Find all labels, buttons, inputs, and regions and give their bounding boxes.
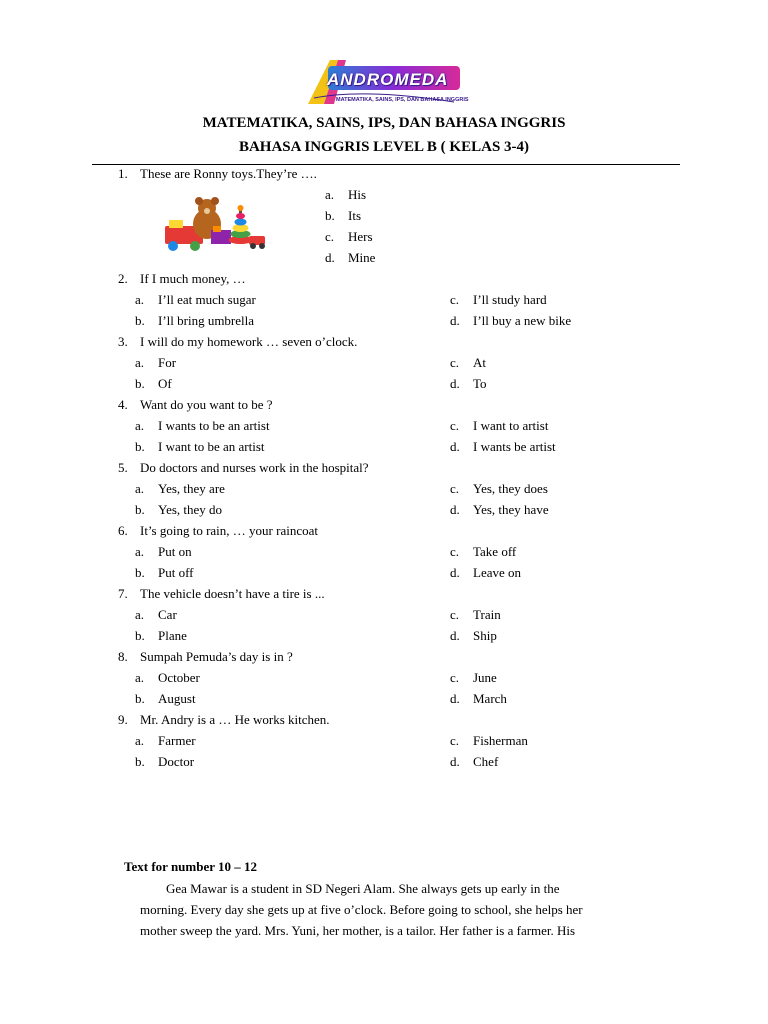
q3-option-d[interactable]: d. To: [450, 376, 487, 391]
q2-option-b[interactable]: b. I’ll bring umbrella: [135, 313, 255, 328]
q7-option-c[interactable]: c. Train: [450, 607, 501, 622]
q4-option-d[interactable]: d. I wants be artist: [450, 439, 556, 454]
q1-option-c[interactable]: c. Hers: [325, 229, 373, 244]
header-divider: [92, 164, 680, 165]
question-text: These are Ronny toys.They’re ….: [140, 166, 317, 181]
question-text: Sumpah Pemuda’s day is in ?: [140, 649, 293, 664]
q6-option-b[interactable]: b. Put off: [135, 565, 194, 580]
q8-option-a[interactable]: a. October: [135, 670, 200, 685]
q9-option-c[interactable]: c. Fisherman: [450, 733, 528, 748]
q5-option-c[interactable]: c. Yes, they does: [450, 481, 548, 496]
question-text: Do doctors and nurses work in the hospital?: [140, 460, 369, 475]
question-text: If I much money, …: [140, 271, 246, 286]
logo-subtitle: MATEMATIKA, SAINS, IPS, DAN BAHASA INGGRIS: [336, 97, 469, 103]
question-text: Mr. Andry is a … He works kitchen.: [140, 712, 330, 727]
q1-option-a[interactable]: a. His: [325, 187, 367, 202]
question-7: 7. The vehicle doesn’t have a tire is ...: [118, 586, 325, 601]
q6-option-c[interactable]: c. Take off: [450, 544, 517, 559]
question-text: Want do you want to be ?: [140, 397, 273, 412]
q9-option-a[interactable]: a. Farmer: [135, 733, 196, 748]
reading-title: Text for number 10 – 12: [124, 859, 258, 874]
q9-option-d[interactable]: d. Chef: [450, 754, 499, 769]
q9-option-b[interactable]: b. Doctor: [135, 754, 195, 769]
question-5: 5. Do doctors and nurses work in the hospital?: [118, 460, 369, 475]
logo-text: ANDROMEDA: [327, 70, 449, 89]
question-9: 9. Mr. Andry is a … He works kitchen.: [118, 712, 330, 727]
q4-option-a[interactable]: a. I wants to be an artist: [135, 418, 270, 433]
q7-option-b[interactable]: b. Plane: [135, 628, 187, 643]
page-subtitle: BAHASA INGGRIS LEVEL B ( KELAS 3-4): [238, 139, 530, 155]
question-number: 1.: [118, 166, 128, 181]
q8-option-d[interactable]: d. March: [450, 691, 507, 706]
reading-paragraph: [140, 878, 650, 941]
q3-option-b[interactable]: b. Of: [135, 376, 172, 391]
question-3: 3. I will do my homework … seven o’clock.: [118, 334, 358, 349]
q5-option-d[interactable]: d. Yes, they have: [450, 502, 549, 517]
q1-option-b[interactable]: b. Its: [325, 208, 361, 223]
page-title: MATEMATIKA, SAINS, IPS, DAN BAHASA INGGRIS: [202, 115, 566, 131]
toys-image: [163, 196, 267, 252]
q3-option-c[interactable]: c. At: [450, 355, 486, 370]
q8-option-b[interactable]: b. August: [135, 691, 196, 706]
question-1: [118, 166, 317, 182]
question-text: The vehicle doesn’t have a tire is ...: [140, 586, 325, 601]
question-text: I will do my homework … seven o’clock.: [140, 334, 358, 349]
question-6: 6. It’s going to rain, … your raincoat: [118, 523, 318, 538]
q6-option-d[interactable]: d. Leave on: [450, 565, 522, 580]
q5-option-b[interactable]: b. Yes, they do: [135, 502, 223, 517]
q2-option-d[interactable]: d. I’ll buy a new bike: [450, 313, 572, 328]
q5-option-a[interactable]: a. Yes, they are: [135, 481, 225, 496]
question-4: 4. Want do you want to be ?: [118, 397, 273, 412]
q7-option-a[interactable]: a. Car: [135, 607, 177, 622]
reading-line: morning. Every day she gets up at five o’clock. Before going to school, she helps her: [140, 902, 583, 917]
q2-option-c[interactable]: c. I’ll study hard: [450, 292, 547, 307]
q4-option-b[interactable]: b. I want to be an artist: [135, 439, 265, 454]
q8-option-c[interactable]: c. June: [450, 670, 497, 685]
q6-option-a[interactable]: a. Put on: [135, 544, 192, 559]
question-2: 2. If I much money, …: [118, 271, 246, 286]
reading-line: Gea Mawar is a student in SD Negeri Alam. She always gets up early in the: [140, 881, 560, 896]
question-text: It’s going to rain, … your raincoat: [140, 523, 318, 538]
question-8: 8. Sumpah Pemuda’s day is in ?: [118, 649, 293, 664]
q1-option-d[interactable]: d. Mine: [325, 250, 376, 265]
q7-option-d[interactable]: d. Ship: [450, 628, 497, 643]
q4-option-c[interactable]: c. I want to artist: [450, 418, 549, 433]
q2-option-a[interactable]: a. I’ll eat much sugar: [135, 292, 256, 307]
reading-line: mother sweep the yard. Mrs. Yuni, her mother, is a tailor. Her father is a farmer. His: [140, 923, 576, 938]
q3-option-a[interactable]: a. For: [135, 355, 177, 370]
